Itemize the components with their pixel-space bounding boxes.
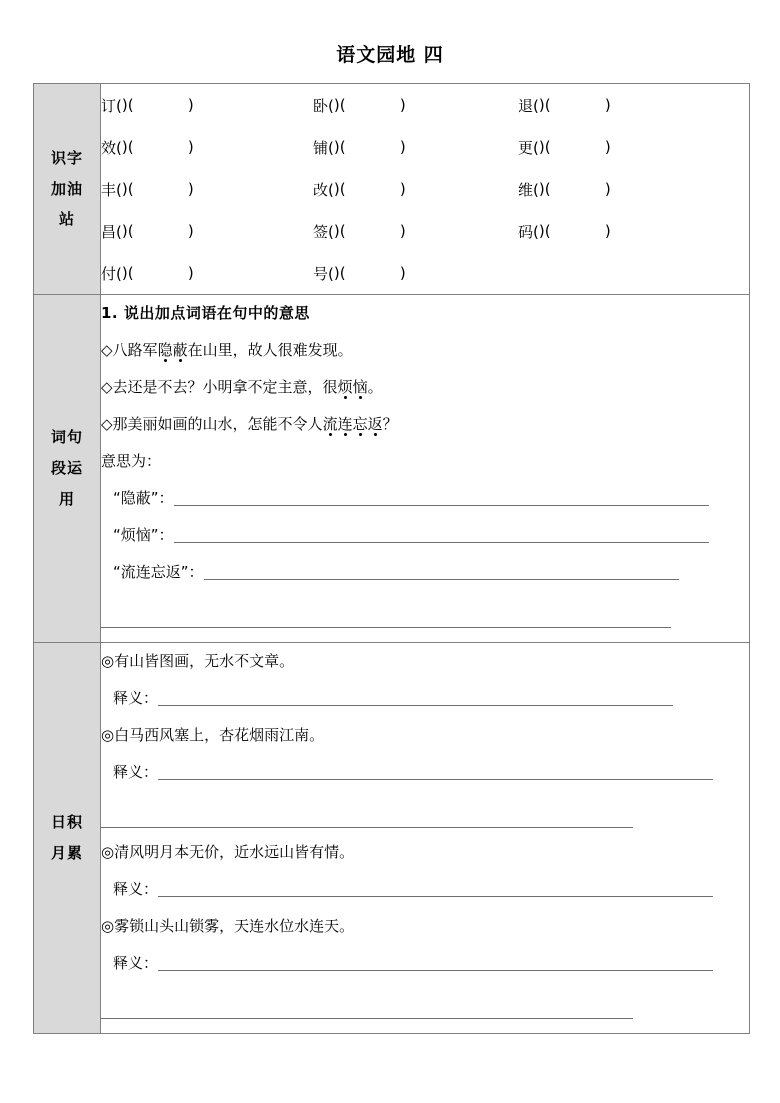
character-item xyxy=(101,137,313,158)
section-body-riji xyxy=(101,643,750,1034)
example-emphasis-dotted: 烦恼 xyxy=(337,378,368,396)
section-label-line: 词句 xyxy=(50,428,83,447)
character-prompt: 号( xyxy=(313,264,334,283)
section-row-ciju xyxy=(34,295,750,643)
answer-blank-row xyxy=(101,480,749,517)
character-item xyxy=(518,95,723,116)
section-label-ciju xyxy=(34,295,101,643)
answer-term: “流连忘返”： xyxy=(113,563,204,581)
worksheet-table xyxy=(33,83,750,1034)
example-pre: 那美丽如画的山水，怎能不令人 xyxy=(112,415,323,433)
character-blank-2[interactable]: ) xyxy=(399,96,406,114)
spacer xyxy=(101,1025,749,1033)
answer-rule[interactable] xyxy=(174,504,709,506)
meaning-prompt: 意思为： xyxy=(101,452,162,470)
example-pre: 去还是不去？小明拿不定主意，很 xyxy=(112,378,338,396)
example-marker: ◇ xyxy=(101,415,113,433)
character-row xyxy=(101,210,749,252)
proverb-text: 清风明月本无价，近水远山皆有情。 xyxy=(114,843,355,861)
character-blank-1[interactable]: )( xyxy=(333,180,346,198)
character-row xyxy=(101,126,749,168)
character-prompt: 码( xyxy=(518,222,539,241)
explain-rule[interactable] xyxy=(158,969,713,971)
section-body-shizi xyxy=(101,84,750,295)
section-row-riji xyxy=(34,643,750,1034)
character-blank-1[interactable]: )( xyxy=(538,180,551,198)
proverb-text: 有山皆图画，无水不文章。 xyxy=(114,652,295,670)
explain-row xyxy=(101,945,749,982)
character-item xyxy=(313,137,518,158)
character-blank-2[interactable]: ) xyxy=(604,180,611,198)
example-sentence xyxy=(101,332,749,369)
answer-term: “烦恼”： xyxy=(113,526,174,544)
exercise-heading: 1. 说出加点词语在句中的意思 xyxy=(101,304,310,322)
explain-label: 释义： xyxy=(113,954,159,972)
character-blank-2[interactable]: ) xyxy=(604,222,611,240)
character-item xyxy=(518,179,723,200)
character-item xyxy=(518,221,723,242)
explain-row xyxy=(101,871,749,908)
page-title: 语文园地 四 xyxy=(336,44,444,66)
character-prompt: 更( xyxy=(518,138,539,157)
proverb-sentence xyxy=(101,717,749,754)
character-blank-1[interactable]: )( xyxy=(333,222,346,240)
section-row-shizi xyxy=(34,84,750,295)
explain-label: 释义： xyxy=(113,880,159,898)
character-prompt: 卧( xyxy=(313,96,334,115)
section-label-riji xyxy=(34,643,101,1034)
answer-rule[interactable] xyxy=(204,578,679,580)
proverb-marker: ◎ xyxy=(101,726,115,744)
character-blank-1[interactable]: )( xyxy=(538,138,551,156)
explain-label: 释义： xyxy=(113,689,159,707)
character-blank-1[interactable]: )( xyxy=(121,138,134,156)
answer-blank-row xyxy=(101,554,749,591)
proverb-marker: ◎ xyxy=(101,652,115,670)
character-prompt: 退( xyxy=(518,96,539,115)
continuation-blank-row xyxy=(101,591,749,634)
character-blank-1[interactable]: )( xyxy=(538,222,551,240)
character-row xyxy=(101,84,749,126)
character-blank-1[interactable]: )( xyxy=(121,222,134,240)
character-prompt: 维( xyxy=(518,180,539,199)
proverb-sentence xyxy=(101,834,749,871)
character-prompt: 昌( xyxy=(101,222,122,241)
character-blank-1[interactable]: )( xyxy=(538,96,551,114)
continuation-rule[interactable] xyxy=(101,826,633,828)
character-prompt: 铺( xyxy=(313,138,334,157)
example-marker: ◇ xyxy=(101,341,113,359)
example-marker: ◇ xyxy=(101,378,113,396)
proverb-marker: ◎ xyxy=(101,917,115,935)
example-post: ？ xyxy=(382,415,398,433)
character-blank-1[interactable]: )( xyxy=(333,96,346,114)
character-blank-2[interactable]: ) xyxy=(604,96,611,114)
character-blank-2[interactable]: ) xyxy=(187,222,194,240)
character-blank-2[interactable]: ) xyxy=(604,138,611,156)
example-post: 在山里，故人很难发现。 xyxy=(187,341,353,359)
character-blank-1[interactable]: )( xyxy=(333,264,346,282)
character-item xyxy=(101,221,313,242)
character-item xyxy=(313,263,518,284)
character-prompt: 付( xyxy=(101,264,122,283)
explain-row xyxy=(101,680,749,717)
proverb-text: 雾锁山头山锁雾，天连水位水连天。 xyxy=(114,917,355,935)
example-emphasis-dotted: 流连忘返 xyxy=(322,415,383,433)
explain-rule[interactable] xyxy=(158,778,713,780)
example-post: 。 xyxy=(367,378,383,396)
continuation-blank-row xyxy=(101,982,749,1025)
proverb-marker: ◎ xyxy=(101,843,115,861)
example-sentence xyxy=(101,406,749,443)
character-blank-1[interactable]: )( xyxy=(121,96,134,114)
character-blank-2[interactable]: ) xyxy=(187,264,194,282)
character-prompt: 订( xyxy=(101,96,122,115)
character-blank-2[interactable]: ) xyxy=(399,138,406,156)
explain-label: 释义： xyxy=(113,763,159,781)
character-item xyxy=(313,221,518,242)
character-grid xyxy=(101,84,749,294)
example-emphasis-dotted: 隐蔽 xyxy=(157,341,188,359)
character-prompt: 效( xyxy=(101,138,122,157)
continuation-rule[interactable] xyxy=(101,1017,633,1019)
proverb-sentence xyxy=(101,908,749,945)
example-pre: 八路军 xyxy=(112,341,158,359)
section-body-ciju xyxy=(101,295,750,643)
character-item xyxy=(101,179,313,200)
answer-term: “隐蔽”： xyxy=(113,489,174,507)
section-label-line: 日积 xyxy=(50,813,83,832)
continuation-rule[interactable] xyxy=(101,626,671,628)
character-blank-2[interactable]: ) xyxy=(399,222,406,240)
character-blank-2[interactable]: ) xyxy=(187,180,194,198)
character-blank-1[interactable]: )( xyxy=(121,180,134,198)
answer-blank-row xyxy=(101,517,749,554)
character-prompt: 丰( xyxy=(101,180,122,199)
character-item xyxy=(518,137,723,158)
character-blank-2[interactable]: ) xyxy=(399,180,406,198)
section-label-line: 段运 xyxy=(50,459,83,478)
character-prompt: 改( xyxy=(313,180,334,199)
character-item xyxy=(313,179,518,200)
character-blank-2[interactable]: ) xyxy=(187,96,194,114)
proverb-text: 白马西风塞上，杏花烟雨江南。 xyxy=(114,726,325,744)
explain-rule[interactable] xyxy=(158,895,713,897)
character-item xyxy=(101,263,313,284)
section-label-line: 用 xyxy=(58,489,75,508)
character-blank-1[interactable]: )( xyxy=(121,264,134,282)
section-label-shizi xyxy=(34,84,101,295)
spacer xyxy=(101,634,749,642)
character-blank-2[interactable]: ) xyxy=(187,138,194,156)
character-prompt: 签( xyxy=(313,222,334,241)
explain-rule[interactable] xyxy=(158,704,673,706)
section-label-line: 站 xyxy=(58,210,75,229)
section-label-line: 识字 xyxy=(50,148,83,167)
section-label-line: 月累 xyxy=(50,844,83,862)
explain-row xyxy=(101,754,749,791)
character-item xyxy=(101,95,313,116)
character-item xyxy=(313,95,518,116)
continuation-blank-row xyxy=(101,791,749,834)
character-row xyxy=(101,168,749,210)
character-row xyxy=(101,252,749,294)
character-blank-1[interactable]: )( xyxy=(333,138,346,156)
section-label-line: 加油 xyxy=(50,179,83,198)
example-sentence xyxy=(101,369,749,406)
character-blank-2[interactable]: ) xyxy=(399,264,406,282)
answer-rule[interactable] xyxy=(174,541,709,543)
proverb-sentence xyxy=(101,643,749,680)
